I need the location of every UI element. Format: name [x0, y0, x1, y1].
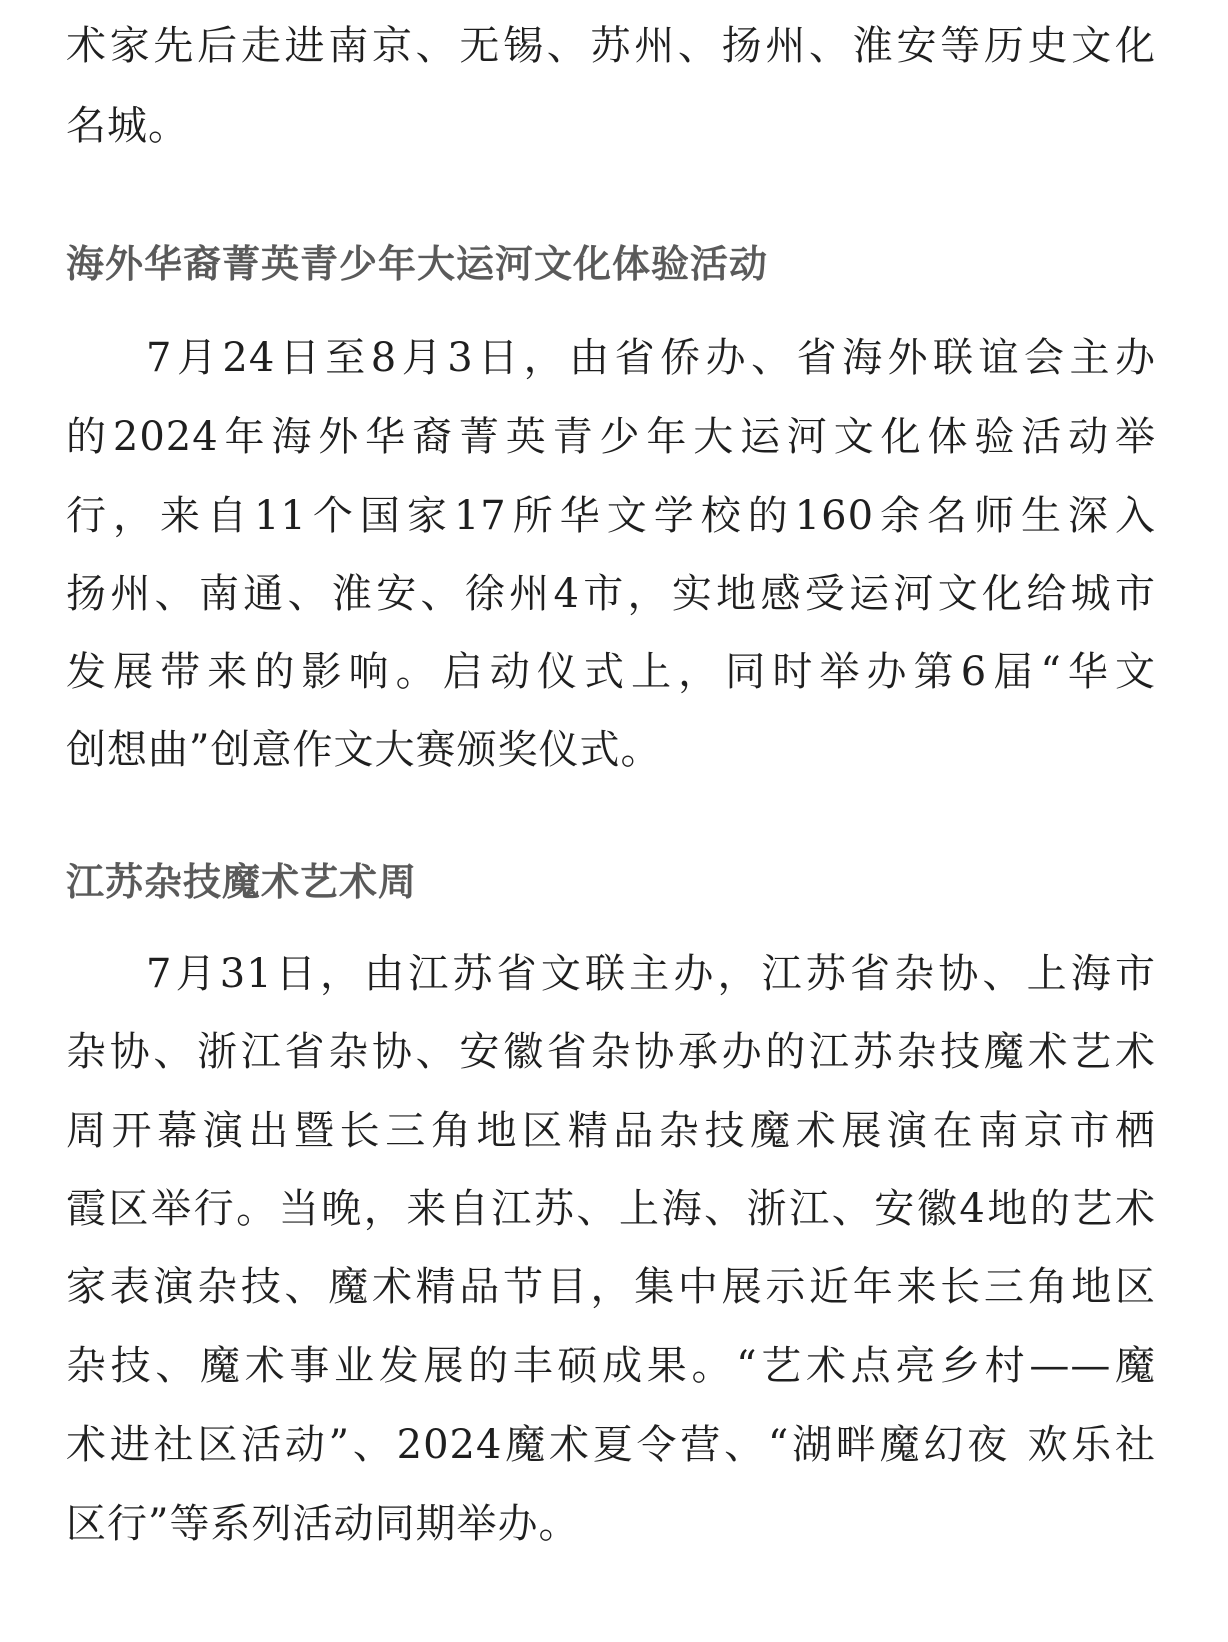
section-heading: 江苏杂技魔术艺术周: [66, 860, 418, 904]
paragraph-line: 扬州、南通、淮安、徐州4市，实地感受运河文化给城市: [66, 571, 1156, 617]
paragraph-line: 7月31日，由江苏省文联主办，江苏省杂协、上海市: [146, 951, 1156, 997]
paragraph-line: 7月24日至8月3日，由省侨办、省海外联谊会主办: [146, 335, 1156, 381]
paragraph-line: 区行”等系列活动同期举办。: [66, 1501, 580, 1547]
paragraph-line: 行，来自11个国家17所华文学校的160余名师生深入: [66, 493, 1156, 539]
paragraph-line: 发展带来的影响。启动仪式上，同时举办第6届“华文: [66, 649, 1156, 695]
paragraph-line: 杂技、魔术事业发展的丰硕成果。“艺术点亮乡村——魔: [66, 1343, 1156, 1389]
paragraph-line: 名城。: [66, 103, 189, 149]
paragraph-line: 周开幕演出暨长三角地区精品杂技魔术展演在南京市栖: [66, 1108, 1156, 1154]
paragraph-line: 术进社区活动”、2024魔术夏令营、“湖畔魔幻夜 欢乐社: [66, 1422, 1156, 1468]
paragraph-line: 家表演杂技、魔术精品节目，集中展示近年来长三角地区: [66, 1264, 1156, 1310]
paragraph-line: 术家先后走进南京、无锡、苏州、扬州、淮安等历史文化: [66, 23, 1156, 69]
paragraph-line: 霞区举行。当晚，来自江苏、上海、浙江、安徽4地的艺术: [66, 1186, 1156, 1232]
section-heading: 海外华裔菁英青少年大运河文化体验活动: [66, 242, 769, 286]
paragraph-line: 创想曲”创意作文大赛颁奖仪式。: [66, 727, 662, 773]
paragraph-line: 杂协、浙江省杂协、安徽省杂协承办的江苏杂技魔术艺术: [66, 1029, 1156, 1075]
paragraph-line: 的2024年海外华裔菁英青少年大运河文化体验活动举: [66, 414, 1156, 460]
